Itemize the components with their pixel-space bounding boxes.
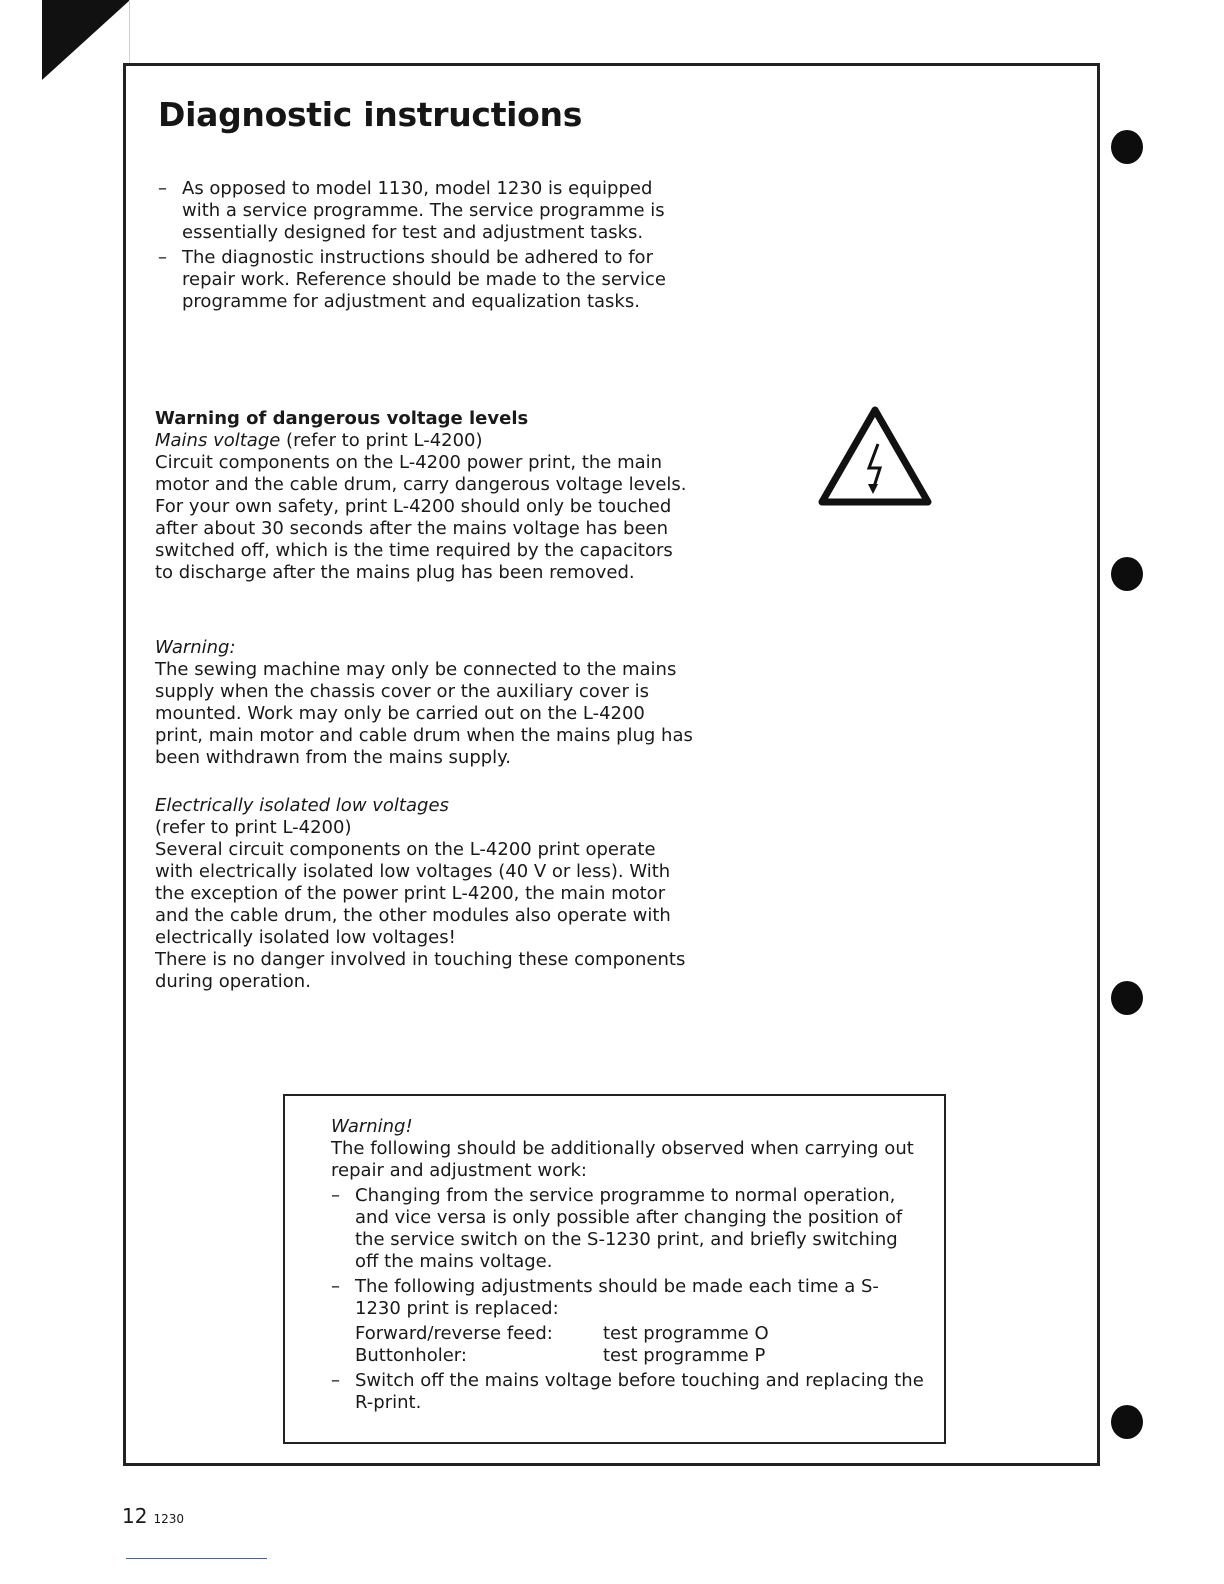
programme-value: test programme P [603, 1345, 766, 1366]
dangerous-voltage-body: Circuit components on the L-4200 power print, the main motor and the cable drum, carry dangerous voltage levels. For your own safety, print L-4200 should only be touched after about 30 seconds after the mains voltage has been switched off, which is the time required by the capacitors to discharge after the mains plug has been removed. [155, 452, 687, 583]
isolated-voltage-heading: Electrically isolated low voltages [155, 795, 449, 816]
dangerous-voltage-section [155, 408, 695, 584]
isolated-voltage-section [155, 795, 695, 993]
mains-warning-body: The sewing machine may only be connected to the mains supply when the chassis cover or the auxiliary cover is mounted. Work may only be carried out on the L-4200 print, main motor and cable drum when the mains plug has been withdrawn from the mains supply. [155, 659, 693, 768]
binder-hole-icon [1111, 130, 1143, 164]
list-item: – Changing from the service programme to normal operation, and vice versa is only possible after changing the position of the service switch on the S-1230 print, and briefly switching off the mains voltage. [331, 1185, 903, 1272]
programme-value: test programme O [603, 1323, 769, 1344]
list-item: – Switch off the mains voltage before touching and replacing the R-print. [331, 1370, 924, 1413]
binder-hole-icon [1111, 1405, 1143, 1439]
page-model-code: 1230 [153, 1512, 184, 1526]
warning-box-heading: Warning! [331, 1116, 413, 1137]
page-number: 12 1230 [122, 1504, 184, 1528]
high-voltage-warning-icon [818, 406, 932, 508]
list-item: – The diagnostic instructions should be adhered to for repair work. Reference should be made to the service programme for adjustment and equalization tasks. [158, 247, 666, 312]
footer-line [126, 1558, 267, 1559]
warning-box [283, 1094, 946, 1444]
page-corner-mark [42, 0, 130, 80]
binder-hole-icon [1111, 981, 1143, 1015]
isolated-voltage-reference: (refer to print L-4200) [155, 817, 352, 838]
isolated-voltage-body: Several circuit components on the L-4200 print operate with electrically isolated low voltages (40 V or less). With the exception of the power print L-4200, the main motor and the cable drum, the other modules also operate with electrically isolated low voltages! [155, 839, 671, 948]
corner-guide-line [129, 0, 130, 66]
programme-label: Forward/reverse feed: [355, 1323, 553, 1344]
mains-warning-heading: Warning: [155, 637, 236, 658]
mains-warning-section [155, 637, 695, 769]
programme-label: Buttonholer: [355, 1345, 467, 1366]
page-title: Diagnostic instructions [158, 95, 583, 134]
dangerous-voltage-heading: Warning of dangerous voltage levels [155, 408, 529, 429]
warning-box-list [331, 1185, 924, 1414]
isolated-voltage-note: There is no danger involved in touching these components during operation. [155, 949, 686, 992]
mains-voltage-subheading: Mains voltage (refer to print L-4200) [155, 430, 483, 451]
warning-box-intro: The following should be additionally observed when carrying out repair and adjustment work: [331, 1138, 914, 1181]
list-item: – As opposed to model 1130, model 1230 is equipped with a service programme. The service programme is essentially designed for test and adjustment tasks. [158, 178, 665, 243]
list-item: – The following adjustments should be made each time a S-1230 print is replaced: Forward/reverse feed: test programme O Buttonholer: test programme P [331, 1276, 924, 1367]
intro-list [158, 178, 688, 316]
binder-hole-icon [1111, 557, 1143, 591]
test-programme-table [355, 1323, 924, 1367]
